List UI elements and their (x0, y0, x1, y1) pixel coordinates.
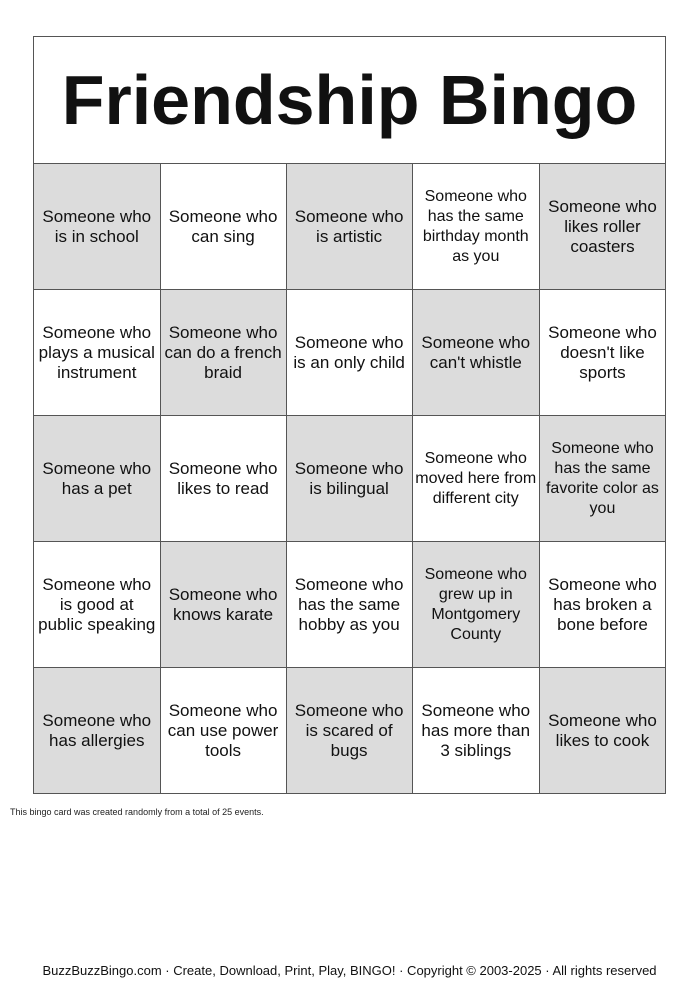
bingo-square[interactable]: Someone who grew up in Montgomery County (412, 542, 539, 668)
bingo-square[interactable]: Someone who has more than 3 siblings (412, 668, 539, 794)
card-title: Friendship Bingo (34, 37, 666, 164)
bingo-square[interactable]: Someone who can't whistle (412, 290, 539, 416)
bingo-square[interactable]: Someone who likes to read (160, 416, 286, 542)
bingo-square[interactable]: Someone who is artistic (286, 164, 412, 290)
bingo-square[interactable]: Someone who is bilingual (286, 416, 412, 542)
bingo-square[interactable]: Someone who likes to cook (539, 668, 665, 794)
bingo-card (33, 36, 666, 794)
bingo-square[interactable]: Someone who can sing (160, 164, 286, 290)
bingo-row (34, 668, 666, 794)
bingo-square[interactable]: Someone who is in school (34, 164, 161, 290)
bingo-grid (34, 164, 666, 794)
bingo-row (34, 164, 666, 290)
bingo-square[interactable]: Someone who can do a french braid (160, 290, 286, 416)
bingo-square[interactable]: Someone who is good at public speaking (34, 542, 161, 668)
bingo-square[interactable]: Someone who has broken a bone before (539, 542, 665, 668)
bingo-square[interactable]: Someone who is an only child (286, 290, 412, 416)
bingo-square[interactable]: Someone who can use power tools (160, 668, 286, 794)
bingo-square[interactable]: Someone who doesn't like sports (539, 290, 665, 416)
bingo-row (34, 290, 666, 416)
bingo-square[interactable]: Someone who has the same hobby as you (286, 542, 412, 668)
bingo-row (34, 542, 666, 668)
bingo-square[interactable]: Someone who knows karate (160, 542, 286, 668)
footer-credit: BuzzBuzzBingo.com · Create, Download, Print, Play, BINGO! · Copyright © 2003-2025 · All rights reserved (42, 963, 657, 978)
bingo-square[interactable]: Someone who moved here from different city (412, 416, 539, 542)
bingo-square[interactable]: Someone who has allergies (34, 668, 161, 794)
bingo-square[interactable]: Someone who has the same favorite color as you (539, 416, 665, 542)
generation-note: This bingo card was created randomly from a total of 25 events. (10, 807, 264, 817)
bingo-row (34, 416, 666, 542)
bingo-square[interactable]: Someone who has a pet (34, 416, 161, 542)
bingo-square[interactable]: Someone who is scared of bugs (286, 668, 412, 794)
bingo-square[interactable]: Someone who plays a musical instrument (34, 290, 161, 416)
bingo-square[interactable]: Someone who likes roller coasters (539, 164, 665, 290)
bingo-square[interactable]: Someone who has the same birthday month as you (412, 164, 539, 290)
